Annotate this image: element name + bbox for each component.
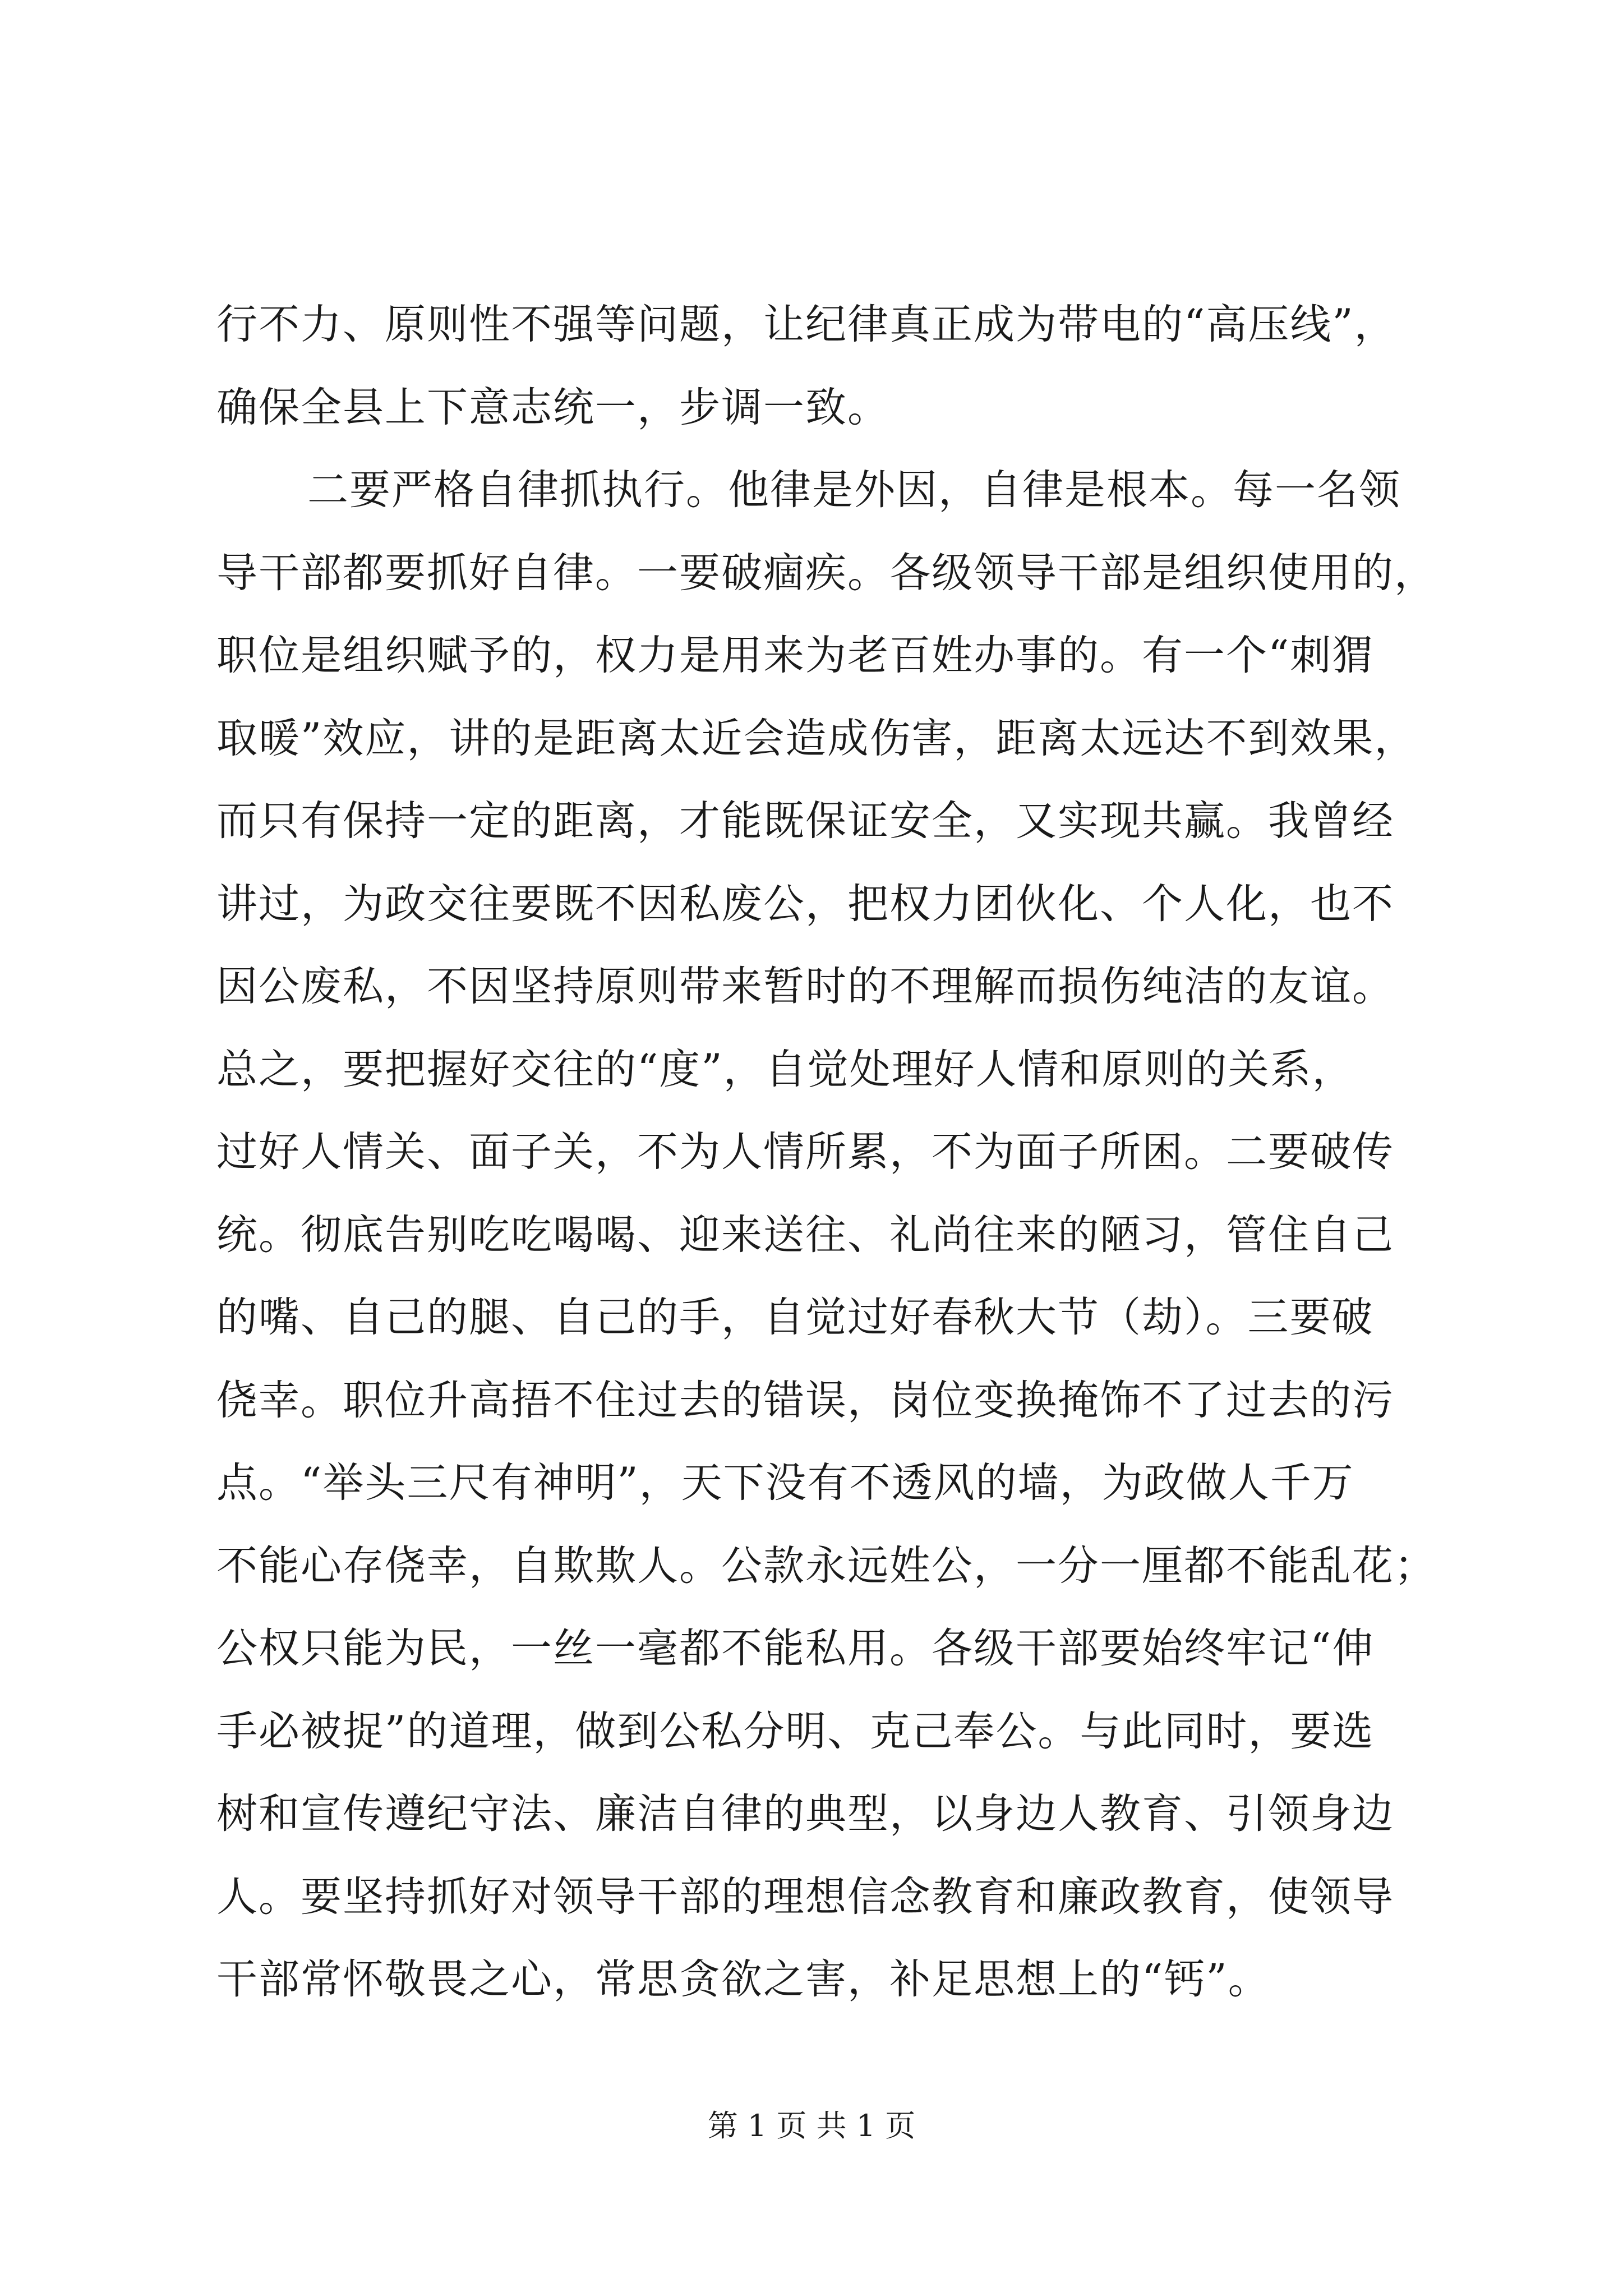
text-line: 讲过，为政交往要既不因私废公，把权力团伙化、个人化，也不 xyxy=(216,880,1394,928)
text-line: 职位是组织赋予的，权力是用来为老百姓办事的。有一个“刺猬 xyxy=(216,632,1375,679)
text-line: 手必被捉”的道理，做到公私分明、克己奉公。与此同时，要选 xyxy=(216,1707,1375,1755)
text-line: 过好人情关、面子关，不为人情所累，不为面子所困。二要破传 xyxy=(216,1128,1394,1176)
text-line: 公权只能为民，一丝一毫都不能私用。各级干部要始终牢记“伸 xyxy=(216,1625,1375,1672)
text-line: 导干部都要抓好自律。一要破痼疾。各级领导干部是组织使用的， xyxy=(216,549,1436,597)
text-line: 不能心存侥幸，自欺欺人。公款永远姓公，一分一厘都不能乱花； xyxy=(216,1542,1436,1590)
text-line: 取暖”效应，讲的是距离太近会造成伤害，距离太远达不到效果， xyxy=(216,714,1417,762)
text-line: 行不力、原则性不强等问题，让纪律真正成为带电的“高压线”， xyxy=(216,301,1396,348)
text-line: 的嘴、自己的腿、自己的手，自觉过好春秋大节（劫）。三要破 xyxy=(216,1294,1374,1341)
page-number: 第 1 页 共 1 页 xyxy=(707,2108,916,2143)
text-line: 人。要坚持抓好对领导干部的理想信念教育和廉政教育，使领导 xyxy=(216,1872,1394,1921)
page-footer xyxy=(0,2106,1623,2146)
text-line: 而只有保持一定的距离，才能既保证安全，又实现共赢。我曾经 xyxy=(216,797,1394,845)
document-body xyxy=(216,283,1436,2021)
text-line: 侥幸。职位升高捂不住过去的错误，岗位变换掩饰不了过去的污 xyxy=(216,1376,1394,1424)
text-line: 树和宣传遵纪守法、廉洁自律的典型，以身边人教育、引领身边 xyxy=(216,1790,1394,1838)
text-line: 确保全县上下意志统一，步调一致。 xyxy=(216,383,889,431)
text-line: 统。彻底告别吃吃喝喝、迎来送往、礼尚往来的陋习，管住自己 xyxy=(216,1211,1394,1259)
text-line: 因公废私，不因坚持原则带来暂时的不理解而损伤纯洁的友谊。 xyxy=(216,963,1394,1010)
text-line: 干部常怀敬畏之心，常思贪欲之害，补足思想上的“钙”。 xyxy=(216,1955,1270,2003)
paragraph-first-line: 二要严格自律抓执行。他律是外因，自律是根本。每一名领 xyxy=(307,466,1401,514)
text-line: 点。“举头三尺有神明”，天下没有不透风的墙，为政做人千万 xyxy=(216,1459,1354,1507)
text-line: 总之，要把握好交往的“度”，自觉处理好人情和原则的关系， xyxy=(216,1045,1354,1093)
